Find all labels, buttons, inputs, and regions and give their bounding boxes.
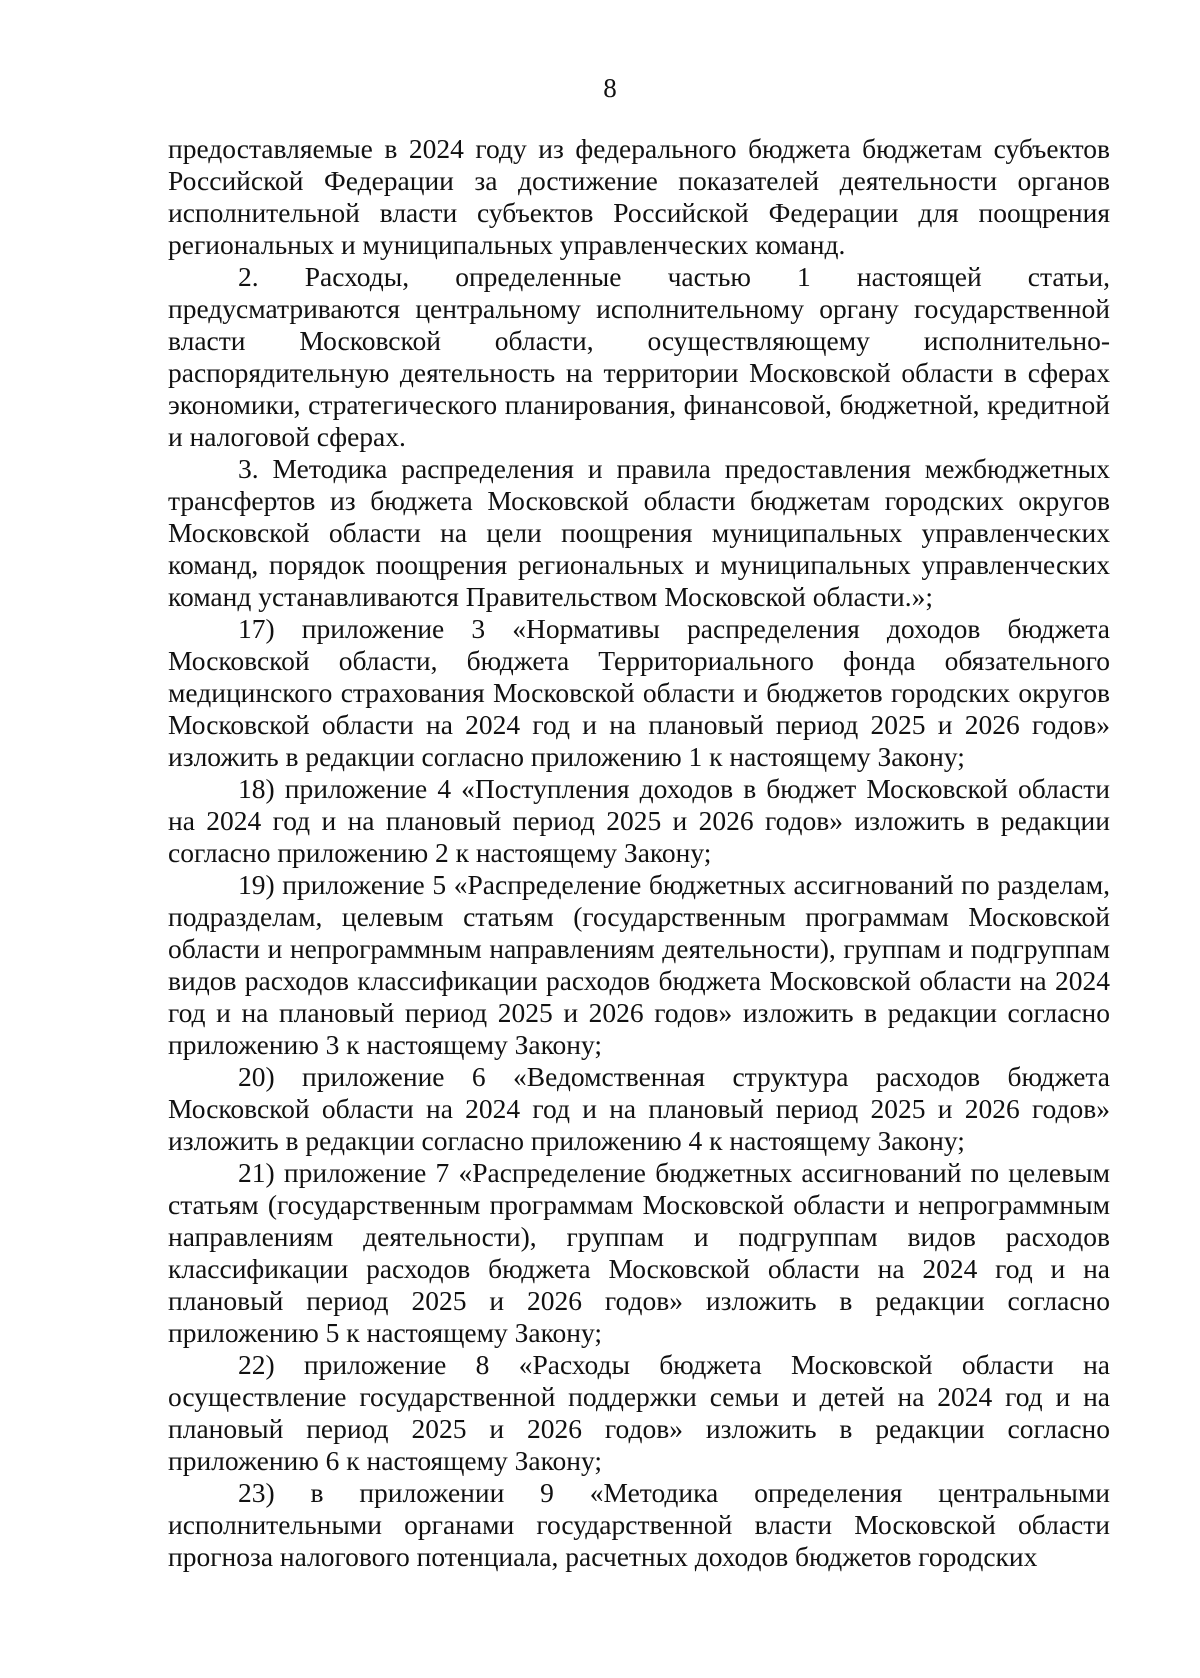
- list-item-23: 23) в приложении 9 «Методика определения центральными исполнительными органами государственной власти Московской области прогноза налогового потенциала, расчетных доходов бюджетов городских: [168, 1477, 1110, 1572]
- paragraph-part-3: 3. Методика распределения и правила предоставления межбюджетных трансфертов из бюджета Московской области бюджетам городских округов Московской области на цели поощрения муниципальных управленческих команд, порядок поощрения региональных и муниципальных управленческих команд устанавливаются Правительством Московской области.»;: [168, 453, 1110, 612]
- list-item-22: 22) приложение 8 «Расходы бюджета Московской области на осуществление государственной поддержки семьи и детей на 2024 год и на плановый период 2025 и 2026 годов» изложить в редакции согласно приложению 6 к настоящему Закону;: [168, 1349, 1110, 1476]
- list-item-19: 19) приложение 5 «Распределение бюджетных ассигнований по разделам, подразделам, целевым статьям (государственным программам Московской области и непрограммным направлениям деятельности), группам и подгруппам видов расходов классификации расходов бюджета Московской области на 2024 год и на плановый период 2025 и 2026 годов» изложить в редакции согласно приложению 3 к настоящему Закону;: [168, 869, 1110, 1060]
- list-item-17: 17) приложение 3 «Нормативы распределения доходов бюджета Московской области, бюджета Территориального фонда обязательного медицинского страхования Московской области и бюджетов городских округов Московской области на 2024 год и на плановый период 2025 и 2026 годов» изложить в редакции согласно приложению 1 к настоящему Закону;: [168, 613, 1110, 772]
- page-number: 8: [603, 73, 617, 103]
- document-body: [168, 133, 1110, 1573]
- list-item-21: 21) приложение 7 «Распределение бюджетных ассигнований по целевым статьям (государственным программам Московской области и непрограммным направлениям деятельности), группам и подгруппам видов расходов классификации расходов бюджета Московской области на 2024 год и на плановый период 2025 и 2026 годов» изложить в редакции согласно приложению 5 к настоящему Закону;: [168, 1157, 1110, 1348]
- list-item-18: 18) приложение 4 «Поступления доходов в бюджет Московской области на 2024 год и на плановый период 2025 и 2026 годов» изложить в редакции согласно приложению 2 к настоящему Закону;: [168, 773, 1110, 868]
- paragraph-part-2: 2. Расходы, определенные частью 1 настоящей статьи, предусматриваются центральному исполнительному органу государственной власти Московской области, осуществляющему исполнительно-распорядительную деятельность на территории Московской области в сферах экономики, стратегического планирования, финансовой, бюджетной, кредитной и налоговой сферах.: [168, 261, 1110, 452]
- list-item-20: 20) приложение 6 «Ведомственная структура расходов бюджета Московской области на 2024 год и на плановый период 2025 и 2026 годов» изложить в редакции согласно приложению 4 к настоящему Закону;: [168, 1061, 1110, 1156]
- paragraph-continuation: предоставляемые в 2024 году из федерального бюджета бюджетам субъектов Российской Федерации за достижение показателей деятельности органов исполнительной власти субъектов Российской Федерации для поощрения региональных и муниципальных управленческих команд.: [168, 133, 1110, 260]
